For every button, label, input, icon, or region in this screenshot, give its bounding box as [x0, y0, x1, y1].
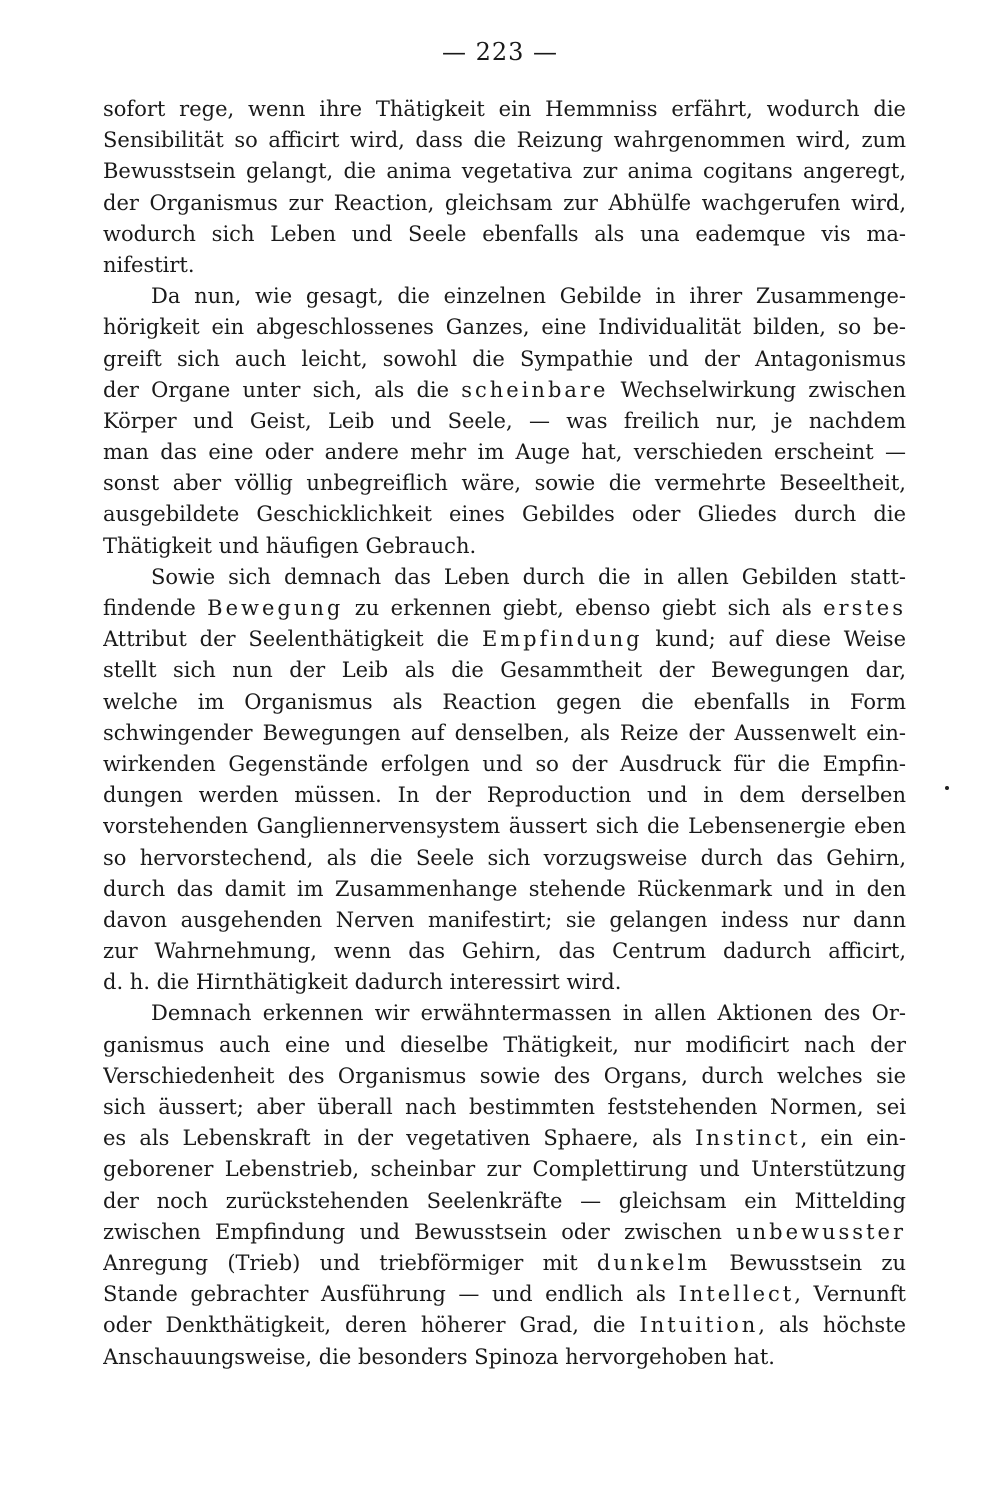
- spaced-emphasis: erstes: [823, 596, 906, 620]
- text-line: Sensibilität so afficirt wird, dass die Reizung wahrgenommen wird, zum: [103, 128, 906, 153]
- text-line: greift sich auch leicht, sowohl die Sympathie und der Antagonismus: [103, 346, 906, 371]
- text-line: davon ausgehenden Nerven manifestirt; sie gelangen indess nur dann: [103, 907, 906, 932]
- text-line: der Organe unter sich, als die scheinbare Wechselwirkung zwischen: [103, 377, 906, 402]
- text-line: schwingender Bewegungen auf denselben, als Reize der Aussenwelt ein-: [103, 720, 906, 745]
- spaced-emphasis: dunkelm: [596, 1250, 711, 1275]
- text-line: vorstehenden Gangliennervensystem äussert sich die Lebensenergie eben: [103, 814, 906, 839]
- spaced-emphasis: Bewegung: [207, 596, 344, 620]
- text-line: sonst aber völlig unbegreiflich wäre, sowie die vermehrte Beseeltheit,: [103, 471, 906, 496]
- text-line: ausgebildete Geschicklichkeit eines Gebildes oder Gliedes durch die: [103, 502, 906, 527]
- text-line: Demnach erkennen wir erwähntermassen in allen Aktionen des Or-: [151, 1001, 906, 1026]
- text-line: wirkenden Gegenstände erfolgen und so der Ausdruck für die Empfin-: [103, 751, 906, 776]
- spaced-emphasis: Intuition: [639, 1313, 759, 1338]
- text-line: Da nun, wie gesagt, die einzelnen Gebilde in ihrer Zusammenge-: [151, 284, 906, 309]
- text-line: Körper und Geist, Leib und Seele, — was freilich nur, je nachdem: [103, 408, 906, 433]
- spaced-emphasis: Empfindung: [481, 627, 643, 652]
- text-line: Anregung (Trieb) und triebförmiger mit dunkelm Bewusstsein zu: [103, 1250, 906, 1275]
- text-line: durch das damit im Zusammenhange stehende Rückenmark und in den: [103, 876, 906, 901]
- text-line: hörigkeit ein abgeschlossenes Ganzes, eine Individualität bilden, so be-: [103, 315, 906, 340]
- body-text: [103, 94, 906, 1373]
- text-line: Anschauungsweise, die besonders Spinoza hervorgehoben hat.: [103, 1344, 775, 1369]
- page-number: — 223 —: [441, 38, 559, 66]
- text-line: Attribut der Seelenthätigkeit die Empfindung kund; auf diese Weise: [103, 627, 906, 652]
- text-line: d. h. die Hirnthätigkeit dadurch interessirt wird.: [103, 970, 622, 995]
- text-line: oder Denkthätigkeit, deren höherer Grad, die Intuition, als höchste: [103, 1313, 906, 1338]
- text-line: zwischen Empfindung und Bewusstsein oder zwischen unbewusster: [103, 1219, 906, 1244]
- text-line: Sowie sich demnach das Leben durch die in allen Gebilden statt-: [151, 564, 906, 589]
- text-line: dungen werden müssen. In der Reproduction und in dem derselben: [103, 783, 906, 808]
- text-line: Thätigkeit und häufigen Gebrauch.: [103, 533, 477, 558]
- spaced-emphasis: unbewusster: [736, 1219, 906, 1244]
- text-line: geborener Lebenstrieb, scheinbar zur Complettirung und Unterstützung: [103, 1157, 906, 1182]
- text-line: wodurch sich Leben und Seele ebenfalls als una eademque vis ma-: [103, 221, 906, 246]
- text-line: welche im Organismus als Reaction gegen die ebenfalls in Form: [103, 689, 906, 714]
- spaced-emphasis: scheinbare: [461, 377, 609, 402]
- text-line: Verschiedenheit des Organismus sowie des Organs, durch welches sie: [103, 1063, 906, 1088]
- text-line: zur Wahrnehmung, wenn das Gehirn, das Centrum dadurch afficirt,: [103, 939, 906, 964]
- spaced-emphasis: Intellect: [678, 1282, 795, 1307]
- text-line: findende Bewegung zu erkennen giebt, ebenso giebt sich als erstes: [103, 596, 906, 620]
- text-line: sofort rege, wenn ihre Thätigkeit ein Hemmniss erfährt, wodurch die: [103, 97, 906, 121]
- text-line: man das eine oder andere mehr im Auge hat, verschieden erscheint —: [103, 440, 906, 465]
- text-line: stellt sich nun der Leib als die Gesammtheit der Bewegungen dar,: [103, 658, 906, 683]
- text-line: Stande gebrachter Ausführung — und endlich als Intellect, Vernunft: [103, 1282, 906, 1307]
- spaced-emphasis: Instinct: [695, 1126, 801, 1151]
- text-line: so hervorstechend, als die Seele sich vorzugsweise durch das Gehirn,: [103, 845, 906, 870]
- text-line: ganismus auch eine und dieselbe Thätigkeit, nur modificirt nach der: [103, 1032, 906, 1057]
- text-line: der noch zurückstehenden Seelenkräfte — gleichsam ein Mittelding: [103, 1188, 906, 1213]
- text-line: der Organismus zur Reaction, gleichsam zur Abhülfe wachgerufen wird,: [103, 190, 906, 215]
- margin-speck: [945, 786, 949, 790]
- text-line: es als Lebenskraft in der vegetativen Sphaere, als Instinct, ein ein-: [103, 1126, 906, 1151]
- text-line: Bewusstsein gelangt, die anima vegetativa zur anima cogitans angeregt,: [103, 159, 906, 184]
- text-line: nifestirt.: [103, 252, 195, 277]
- text-line: sich äussert; aber überall nach bestimmten feststehenden Normen, sei: [103, 1095, 906, 1119]
